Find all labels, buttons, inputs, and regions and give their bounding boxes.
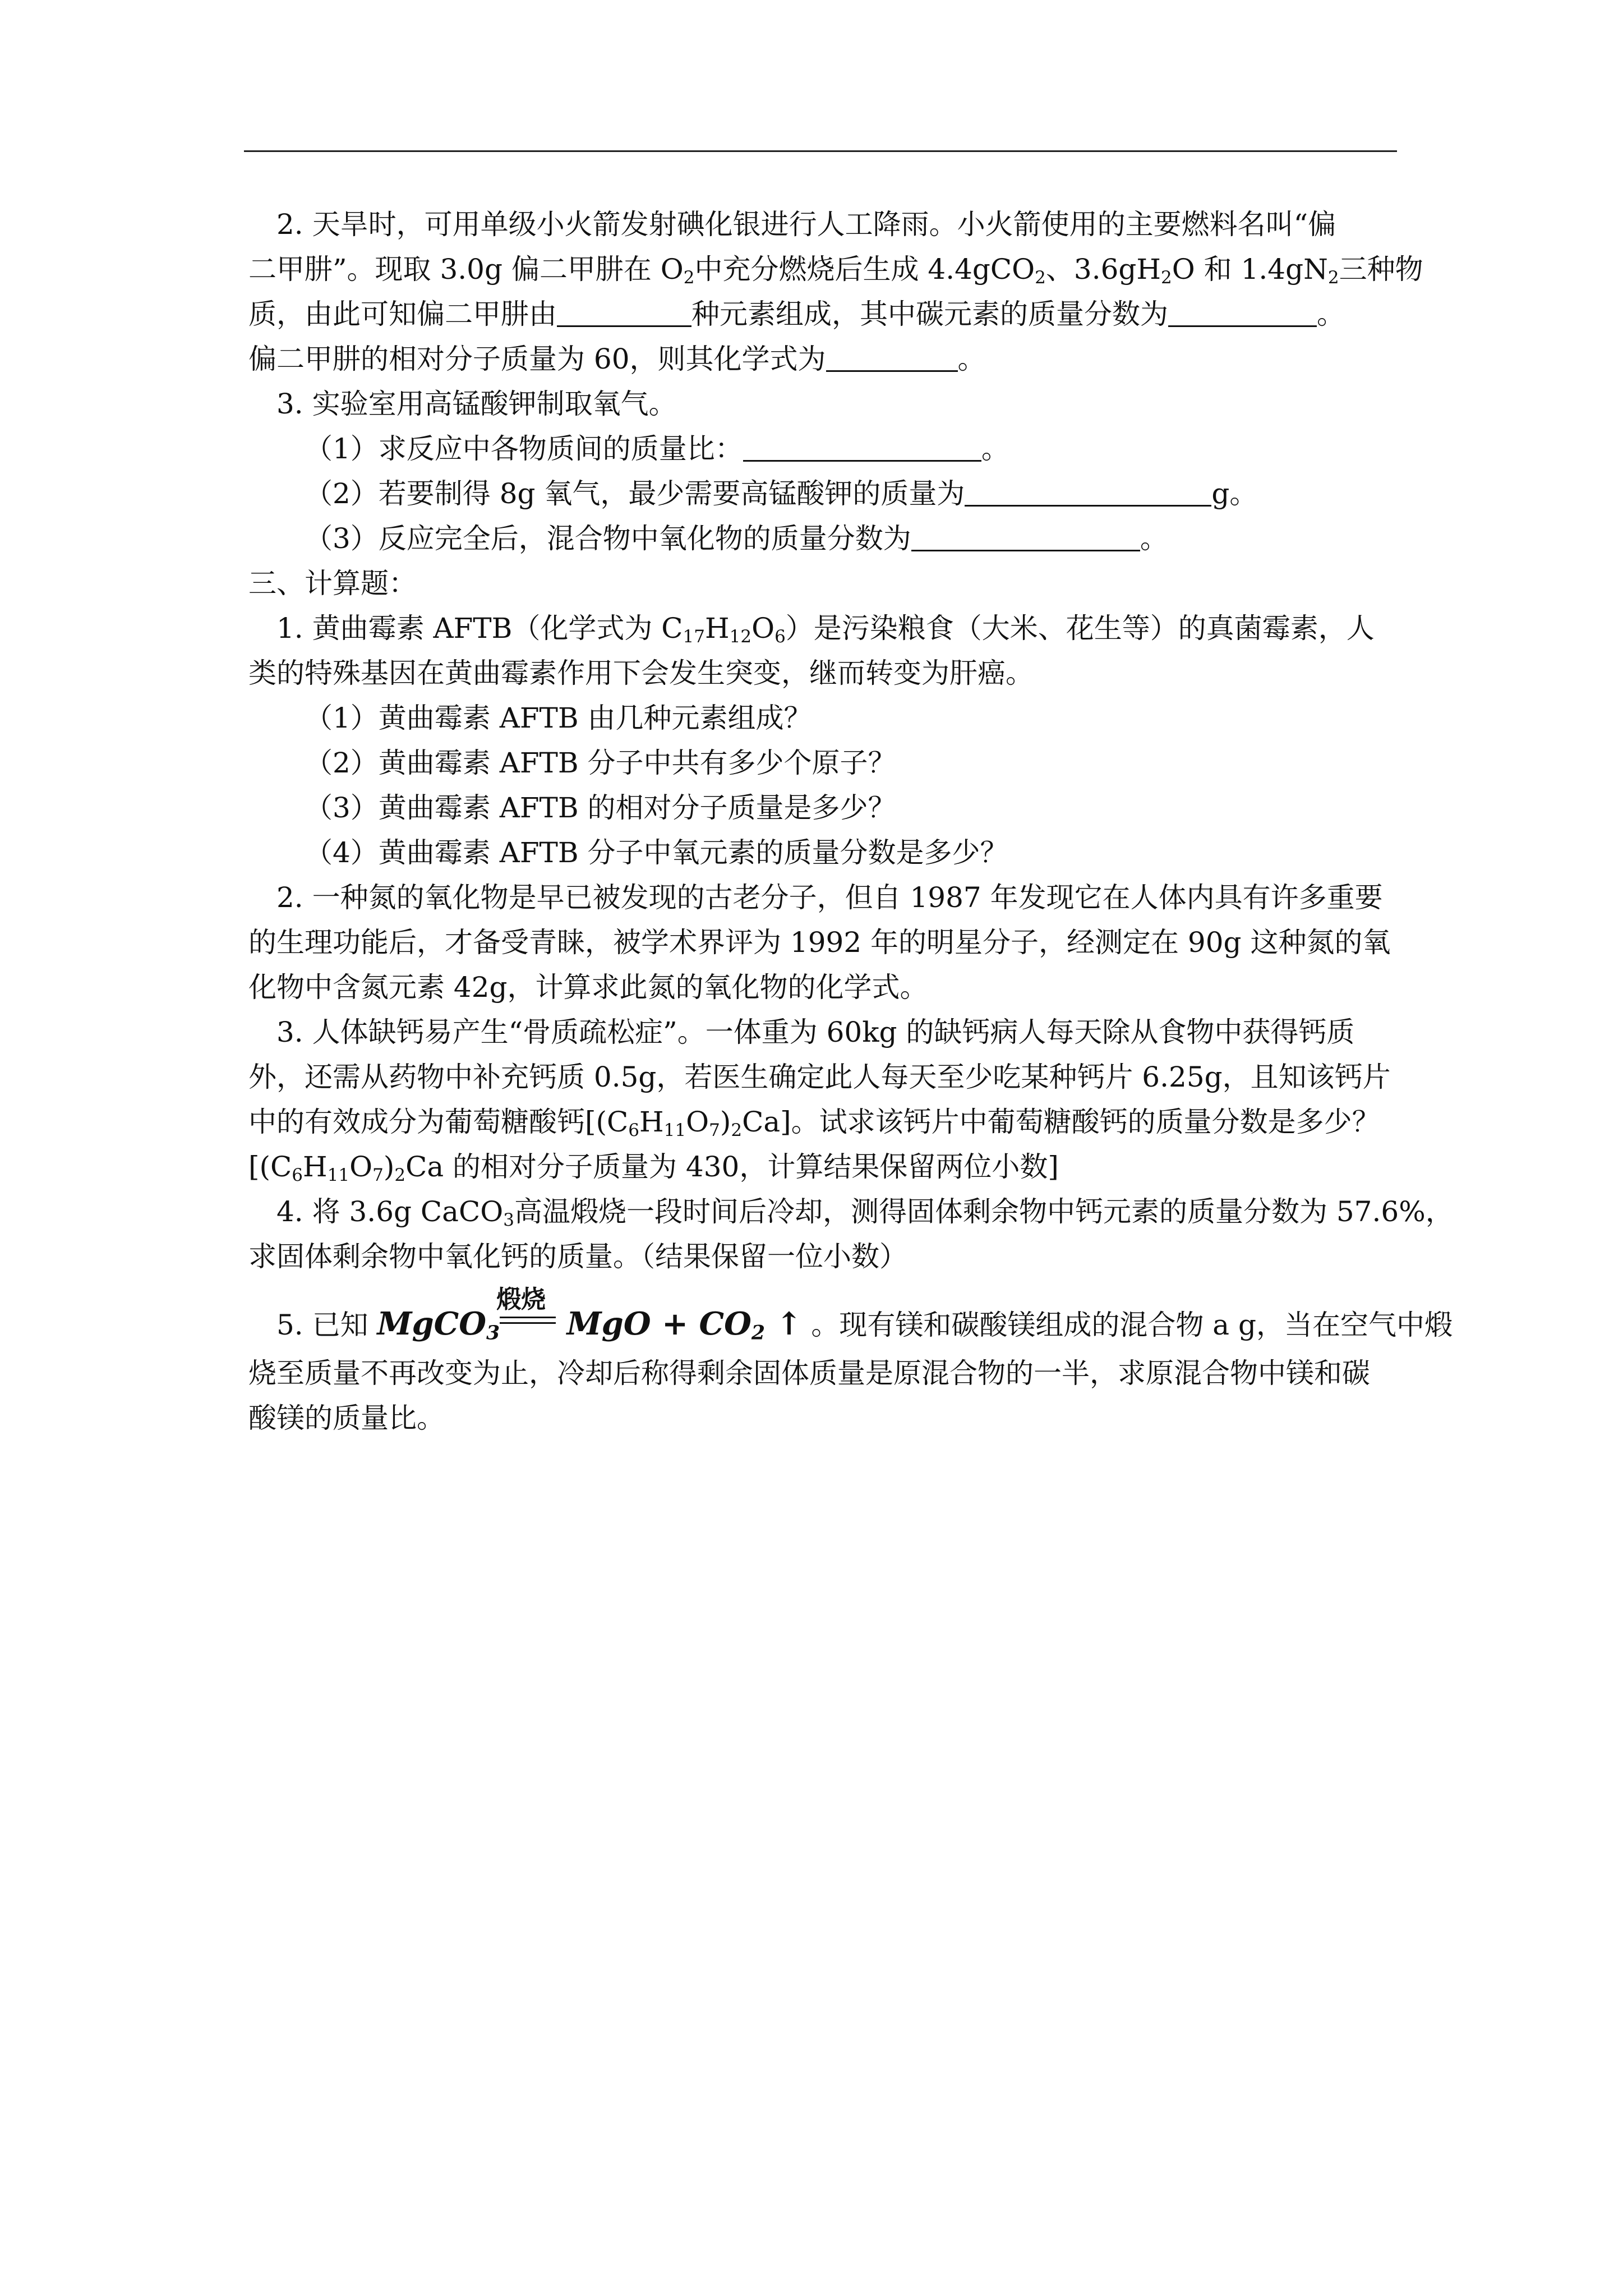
c1-line-2: 类的特殊基因在黄曲霉素作用下会发生突变，继而转变为肝癌。 xyxy=(248,657,1034,689)
c3-line-2: 外，还需从药物中补充钙质 0.5g，若医生确定此人每天至少吃某种钙片 6.25g，且知该钙片 xyxy=(248,1061,1391,1093)
q2-line-2: 二甲肼”。现取 3.0g 偏二甲肼在 $O_2$中充分燃烧后生成 4.4gCO$_2$、$3.6gH_2O$ 和 $1.4gN_2$三种物 xyxy=(248,253,1423,288)
c5-line-2: 烧至质量不再改变为止，冷却后称得剩余固体质量是原混合物的一半，求原混合物中镁和碳 xyxy=(248,1357,1370,1389)
answer-blank[interactable] xyxy=(557,296,691,327)
q3-sub-3: （3）反应完全后，混合物中氧化物的质量分数为 。 xyxy=(248,516,1398,561)
q3-line-1: 3. 实验室用高锰酸钾制取氧气。 xyxy=(276,388,677,420)
answer-blank[interactable] xyxy=(826,341,958,372)
c2-line-2: 的生理功能后，才备受青睐，被学术界评为 1992 年的明星分子，经测定在 90g 这种氮的氧 xyxy=(248,926,1391,959)
q3-sub-1: （1）求反应中各物质间的质量比： 。 xyxy=(248,426,1398,471)
answer-blank[interactable] xyxy=(1168,296,1317,327)
c1-line-1: 1. 黄曲霉素 AFTB（化学式为 $C_{17}H_{12}O_6$）是污染粮食（大米、花生等）的真菌霉素，人 xyxy=(276,612,1375,647)
q2-line-1: 2. 天旱时，可用单级小火箭发射碘化银进行人工降雨。小火箭使用的主要燃料名叫“偏 xyxy=(276,208,1336,241)
c3-line-3: 中的有效成分为葡萄糖酸钙$[(C_6H_{11}O_7)_2Ca]$。试求该钙片中葡萄糖酸钙的质量分数是多少？ xyxy=(248,1106,1380,1140)
gas-up-arrow-icon: ↑ xyxy=(776,1305,803,1342)
q2-line-3: 质，由此可知偏二甲肼由 种元素组成，其中碳元素的质量分数为 。 xyxy=(248,292,1398,337)
section-title: 三、计算题： xyxy=(248,567,417,600)
c5-line-1: 5. 已知 MgCO$_3$ 煅烧 MgO + $CO_2$ ↑ 。现有镁和碳酸镁组成的混合物 a g，当在空气中煅 xyxy=(248,1298,1398,1351)
header-rule xyxy=(244,150,1397,152)
c3-line-1: 3. 人体缺钙易产生“骨质疏松症”。一体重为 60kg 的缺钙病人每天除从食物中获得钙质 xyxy=(276,1016,1355,1048)
c4-line-1: 4. 将 3.6g CaCO$_3$高温煅烧一段时间后冷却，测得固体剩余物中钙元素的质量分数为 57.6%， xyxy=(276,1195,1454,1230)
c1-sub-1: （1）黄曲霉素 AFTB 由几种元素组成？ xyxy=(305,702,812,734)
c1-sub-3: （3）黄曲霉素 AFTB 的相对分子质量是多少？ xyxy=(305,792,896,824)
reaction-equation: MgCO$_3$ 煅烧 MgO + $CO_2$ ↑ xyxy=(377,1298,803,1350)
answer-blank[interactable] xyxy=(743,431,981,462)
answer-blank[interactable] xyxy=(965,476,1211,507)
c2-line-3: 化物中含氮元素 42g，计算求此氮的氧化物的化学式。 xyxy=(248,971,928,1004)
c5-line-3: 酸镁的质量比。 xyxy=(248,1402,445,1434)
q2-line-4: 偏二甲肼的相对分子质量为 60，则其化学式为 。 xyxy=(248,337,1398,381)
q3-sub-2: （2）若要制得 8g 氧气，最少需要高锰酸钾的质量为 g。 xyxy=(248,471,1398,516)
c2-line-1: 2. 一种氮的氧化物是早已被发现的古老分子，但自 1987 年发现它在人体内具有许多重要 xyxy=(276,881,1383,914)
document-body xyxy=(248,202,1454,1441)
c4-line-2: 求固体剩余物中氧化钙的质量。（结果保留一位小数） xyxy=(248,1240,907,1273)
answer-blank[interactable] xyxy=(911,521,1140,551)
c3-line-4: [$(C_6H_{11}O_7)_2Ca$ 的相对分子质量为 430，计算结果保留两位小数] xyxy=(248,1151,1059,1185)
c1-sub-4: （4）黄曲霉素 AFTB 分子中氧元素的质量分数是多少？ xyxy=(305,836,1008,869)
c1-sub-2: （2）黄曲霉素 AFTB 分子中共有多少个原子？ xyxy=(305,747,896,779)
reaction-condition-equals: 煅烧 xyxy=(500,1309,556,1331)
